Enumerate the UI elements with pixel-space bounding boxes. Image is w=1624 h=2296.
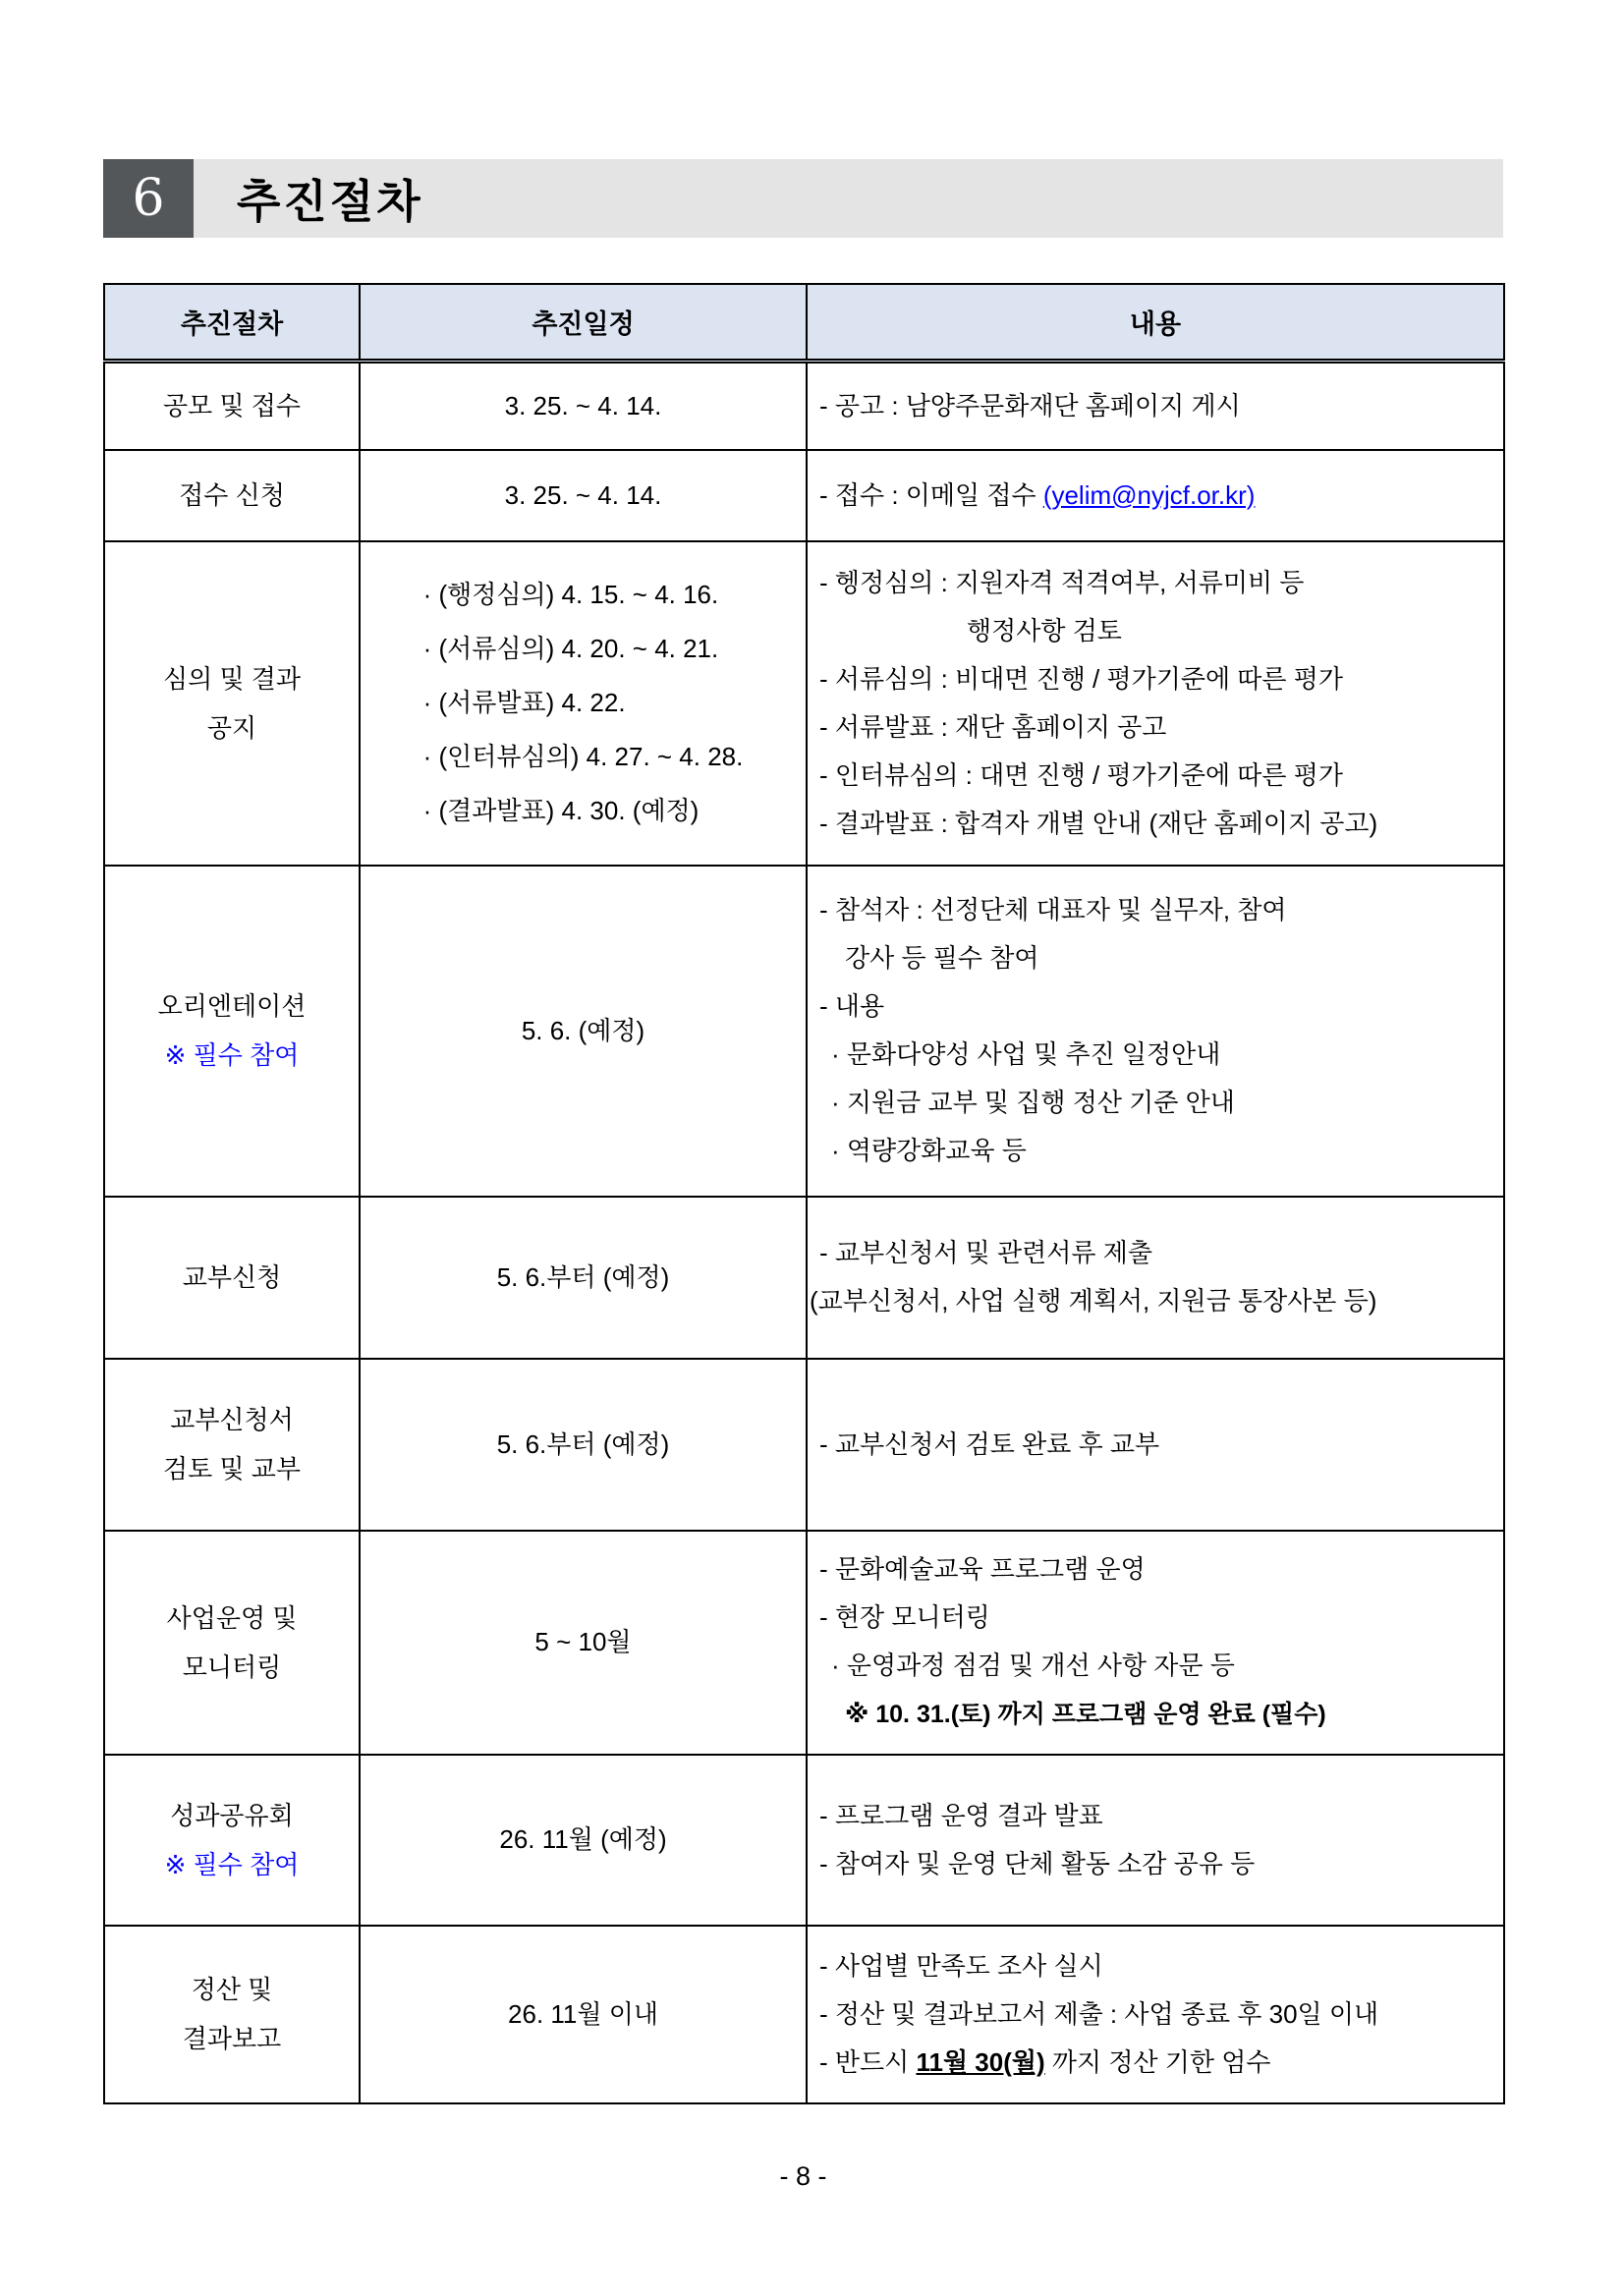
text-line bbox=[111, 1444, 353, 1493]
text-segment: 공모 및 접수 bbox=[162, 391, 302, 421]
text-segment: 5. 6. (예정) bbox=[521, 1015, 645, 1045]
text-line bbox=[819, 800, 1495, 848]
text-segment: (교부신청서, 사업 실행 계획서, 지원금 통장사본 등) bbox=[810, 1286, 1377, 1316]
text-segment: - 접수 : 이메일 접수 bbox=[819, 479, 1043, 510]
procedure-cell bbox=[104, 1531, 360, 1755]
text-segment: 행정사항 검토 bbox=[967, 615, 1122, 645]
text-line bbox=[819, 1840, 1495, 1888]
text-segment: 성과공유회 bbox=[170, 1800, 294, 1830]
text-line bbox=[423, 568, 744, 622]
text-segment: 오리엔테이션 bbox=[157, 991, 307, 1021]
table-row bbox=[104, 1197, 1504, 1359]
text-segment: 11월 30(월) bbox=[916, 2046, 1045, 2077]
text-segment: - 공고 : 남양주문화재단 홈페이지 게시 bbox=[819, 390, 1241, 420]
text-line bbox=[366, 1418, 800, 1472]
section-header bbox=[103, 159, 1503, 238]
table-row bbox=[104, 362, 1504, 450]
text-line bbox=[819, 1990, 1495, 2039]
schedule-cell bbox=[360, 1531, 807, 1755]
text-segment: - 문화예술교육 프로그램 운영 bbox=[819, 1554, 1146, 1584]
text-line bbox=[819, 655, 1495, 703]
procedure-cell bbox=[104, 866, 360, 1197]
content-cell bbox=[807, 450, 1504, 541]
text-segment: 까지 정산 기한 엄수 bbox=[1044, 2046, 1271, 2077]
schedule-cell bbox=[360, 1359, 807, 1531]
text-segment: - 반드시 bbox=[819, 2046, 917, 2077]
text-line bbox=[819, 703, 1495, 752]
table-row bbox=[104, 1359, 1504, 1531]
text-segment: · (서류발표) 4. 22. bbox=[422, 688, 626, 717]
procedure-cell bbox=[104, 362, 360, 450]
section-number: 6 bbox=[132, 169, 165, 228]
procedure-table bbox=[103, 283, 1505, 2104]
text-line bbox=[819, 1942, 1495, 1990]
text-line bbox=[366, 1004, 800, 1058]
text-segment: 교부신청 bbox=[182, 1262, 282, 1292]
text-segment: - 정산 및 결과보고서 제출 : 사업 종료 후 30일 이내 bbox=[819, 1998, 1379, 2029]
text-line bbox=[819, 934, 1495, 982]
table-row bbox=[104, 541, 1504, 866]
text-line bbox=[111, 981, 353, 1031]
text-line bbox=[111, 1643, 353, 1692]
text-line bbox=[366, 469, 800, 523]
procedure-cell bbox=[104, 450, 360, 541]
text-line bbox=[819, 1079, 1495, 1127]
text-segment: 모니터링 bbox=[182, 1652, 282, 1682]
content-cell bbox=[807, 866, 1504, 1197]
schedule-cell bbox=[360, 541, 807, 866]
text-segment: ※ 필수 참여 bbox=[164, 1849, 300, 1879]
text-segment: · (행정심의) 4. 15. ~ 4. 16. bbox=[422, 580, 719, 609]
text-line bbox=[111, 381, 353, 430]
content-cell bbox=[807, 541, 1504, 866]
text-line bbox=[111, 1253, 353, 1302]
text-segment: - 헹정심의 : 지원자격 적격여부, 서류미비 등 bbox=[819, 567, 1305, 597]
text-segment: 결과보고 bbox=[182, 2024, 282, 2053]
text-line bbox=[111, 2014, 353, 2063]
procedure-cell bbox=[104, 1197, 360, 1359]
text-line bbox=[819, 1031, 1495, 1079]
text-segment: · (인터뷰심의) 4. 27. ~ 4. 28. bbox=[422, 742, 744, 771]
text-segment: 26. 11월 이내 bbox=[508, 1998, 658, 2029]
table-header-row bbox=[104, 284, 1504, 362]
table-row bbox=[104, 1926, 1504, 2103]
text-segment: 교부신청서 bbox=[170, 1405, 294, 1434]
text-segment: · 역량강화교육 등 bbox=[831, 1136, 1027, 1165]
text-segment: 사업운영 및 bbox=[166, 1602, 298, 1633]
text-line bbox=[111, 1840, 353, 1889]
content-cell bbox=[807, 1755, 1504, 1926]
text-segment: - 인터뷰심의 : 대면 진행 / 평가기준에 따른 평가 bbox=[819, 759, 1343, 790]
text-segment: 3. 25. ~ 4. 14. bbox=[504, 479, 662, 510]
text-segment: 5 ~ 10월 bbox=[534, 1627, 632, 1656]
text-line bbox=[366, 1813, 800, 1867]
text-line bbox=[819, 752, 1495, 800]
text-line bbox=[111, 1031, 353, 1080]
text-line bbox=[819, 1792, 1495, 1840]
column-header-schedule: 추진일정 bbox=[360, 284, 807, 362]
text-segment: 5. 6.부터 (예정) bbox=[496, 1261, 670, 1292]
text-segment: · 지원금 교부 및 집행 정산 기준 안내 bbox=[831, 1088, 1235, 1117]
text-line bbox=[819, 1690, 1495, 1739]
schedule-cell bbox=[360, 866, 807, 1197]
text-segment: - 참여자 및 운영 단체 활동 소감 공유 등 bbox=[819, 1848, 1256, 1878]
text-line bbox=[423, 622, 744, 676]
text-segment: 정산 및 bbox=[191, 1975, 273, 2004]
text-segment: 3. 25. ~ 4. 14. bbox=[504, 390, 662, 420]
text-line bbox=[111, 1791, 353, 1840]
section-number-badge bbox=[103, 159, 194, 238]
table-row bbox=[104, 1755, 1504, 1926]
email-link[interactable]: (yelim@nyjcf.or.kr) bbox=[1042, 479, 1256, 510]
text-line bbox=[810, 1277, 1495, 1325]
content-cell bbox=[807, 1531, 1504, 1755]
text-line bbox=[111, 1395, 353, 1444]
content-cell bbox=[807, 362, 1504, 450]
text-line bbox=[819, 1229, 1495, 1277]
text-segment: - 프로그램 운영 결과 발표 bbox=[819, 1800, 1103, 1830]
text-line bbox=[819, 607, 1495, 655]
text-segment: 공지 bbox=[206, 712, 257, 743]
text-line bbox=[366, 1615, 800, 1669]
text-line bbox=[111, 1594, 353, 1643]
text-segment: - 참석자 : 선정단체 대표자 및 실무자, 참여 bbox=[819, 895, 1287, 924]
text-segment: - 내용 bbox=[819, 991, 885, 1021]
schedule-cell bbox=[360, 450, 807, 541]
schedule-cell bbox=[360, 1926, 807, 2103]
text-segment: · (서류심의) 4. 20. ~ 4. 21. bbox=[422, 634, 719, 663]
procedure-cell bbox=[104, 541, 360, 866]
section-title-bar bbox=[194, 159, 1503, 238]
text-line bbox=[423, 676, 744, 730]
text-segment: 26. 11월 (예정) bbox=[499, 1824, 667, 1854]
text-line bbox=[111, 703, 353, 753]
schedule-cell bbox=[360, 1755, 807, 1926]
text-line bbox=[819, 1545, 1495, 1594]
text-line bbox=[423, 784, 744, 838]
text-line bbox=[819, 472, 1495, 520]
text-line bbox=[819, 886, 1495, 934]
text-line bbox=[111, 1965, 353, 2014]
column-header-content: 내용 bbox=[807, 284, 1504, 362]
text-segment: 강사 등 필수 참여 bbox=[845, 943, 1039, 973]
text-line bbox=[366, 1988, 800, 2042]
text-segment: - 현장 모니터링 bbox=[819, 1602, 990, 1632]
schedule-list bbox=[423, 568, 744, 838]
text-line bbox=[423, 730, 744, 784]
text-segment: 검토 및 교부 bbox=[162, 1454, 302, 1484]
table-row bbox=[104, 450, 1504, 541]
text-segment: 심의 및 결과 bbox=[162, 663, 302, 694]
text-segment: - 교부신청서 및 관련서류 제출 bbox=[819, 1238, 1152, 1267]
text-segment: ※ 필수 참여 bbox=[164, 1040, 300, 1070]
page-footer bbox=[103, 2161, 1503, 2192]
text-segment: · 운영과정 점검 및 개선 사항 자문 등 bbox=[831, 1651, 1235, 1680]
text-line bbox=[819, 1594, 1495, 1642]
text-segment: 5. 6.부터 (예정) bbox=[496, 1428, 670, 1459]
procedure-cell bbox=[104, 1755, 360, 1926]
procedure-cell bbox=[104, 1926, 360, 2103]
content-cell bbox=[807, 1926, 1504, 2103]
text-line bbox=[366, 1251, 800, 1305]
section-title: 추진절차 bbox=[237, 176, 423, 227]
schedule-cell bbox=[360, 362, 807, 450]
text-line bbox=[819, 382, 1495, 430]
text-segment: 접수 신청 bbox=[179, 480, 285, 510]
text-line bbox=[819, 982, 1495, 1031]
table-row bbox=[104, 866, 1504, 1197]
text-line bbox=[111, 471, 353, 520]
text-line bbox=[819, 1127, 1495, 1175]
text-segment: · 문화다양성 사업 및 추진 일정안내 bbox=[831, 1039, 1221, 1069]
text-line bbox=[819, 1642, 1495, 1690]
text-line bbox=[819, 559, 1495, 607]
text-segment: - 교부신청서 검토 완료 후 교부 bbox=[819, 1428, 1160, 1459]
text-line bbox=[819, 1421, 1495, 1469]
page-number: - 8 - bbox=[779, 2160, 827, 2191]
content-cell bbox=[807, 1359, 1504, 1531]
text-line bbox=[819, 2039, 1495, 2087]
text-segment: ※ 10. 31.(토) 까지 프로그램 운영 완료 (필수) bbox=[845, 1701, 1326, 1728]
text-line bbox=[111, 654, 353, 703]
column-header-procedure: 추진절차 bbox=[104, 284, 360, 362]
schedule-cell bbox=[360, 1197, 807, 1359]
text-segment: - 서류발표 : 재단 홈페이지 공고 bbox=[819, 711, 1167, 742]
text-segment: - 서류심의 : 비대면 진행 / 평가기준에 따른 평가 bbox=[819, 663, 1343, 694]
content-cell bbox=[807, 1197, 1504, 1359]
text-segment: · (결과발표) 4. 30. (예정) bbox=[422, 796, 700, 825]
table-row bbox=[104, 1531, 1504, 1755]
text-line bbox=[366, 379, 800, 433]
text-segment: - 사업별 만족도 조사 실시 bbox=[819, 1950, 1103, 1981]
text-segment: - 결과발표 : 합격자 개별 안내 (재단 홈페이지 공고) bbox=[819, 808, 1378, 838]
procedure-cell bbox=[104, 1359, 360, 1531]
